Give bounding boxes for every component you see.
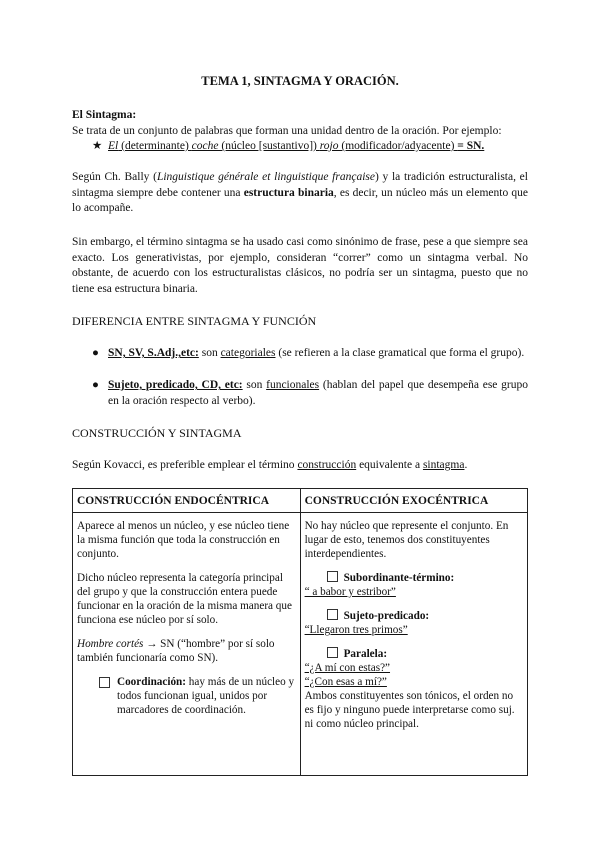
diferencia-heading: DIFERENCIA ENTRE SINTAGMA Y FUNCIÓN xyxy=(72,314,317,328)
subordinante-item xyxy=(305,571,523,585)
bullet-2-mid: son xyxy=(242,379,267,391)
diferencia-bullet-2 xyxy=(92,378,528,409)
star-icon: ★ xyxy=(92,140,103,152)
bullet-1-mid: son xyxy=(198,347,221,359)
example-sn: = SN. xyxy=(457,140,485,152)
kovacci-paragraph xyxy=(72,458,528,474)
bullet-2-bold: Sujeto, predicado, CD, etc: xyxy=(108,379,243,391)
subordinante-example: “ a babor y estribor” xyxy=(304,586,396,598)
endocentrica-heading: CONSTRUCCIÓN ENDOCÉNTRICA xyxy=(77,495,270,507)
sujeto-predicado-label: Sujeto-predicado: xyxy=(343,610,430,622)
kovacci-term-2: sintagma xyxy=(422,459,465,471)
bally-text-1: Según Ch. Bally ( xyxy=(72,171,157,183)
page-title: TEMA 1, SINTAGMA Y ORACIÓN. xyxy=(201,74,399,88)
bullet-dot-icon: ● xyxy=(92,379,99,391)
table-cell-left xyxy=(73,513,301,776)
sintagma-heading: El Sintagma: xyxy=(72,109,137,121)
subordinante-label: Subordinante-término: xyxy=(343,572,455,584)
bullet-1-underlined: categoriales xyxy=(220,347,276,359)
kovacci-term-1: construcción xyxy=(297,459,357,471)
bullet-1-rest: (se refieren a la clase gramatical que forma el grupo). xyxy=(275,347,525,359)
example-el: El xyxy=(108,140,119,152)
coordinacion-text: hay más de un núcleo y todos funcionan igual, unidos por marcadores de coordinación. xyxy=(117,676,295,716)
coordinacion-label: Coordinación: xyxy=(117,676,186,688)
bullet-dot-icon: ● xyxy=(92,347,99,359)
endo-example xyxy=(77,637,296,665)
endo-paragraph-1: Aparece al menos un núcleo, y ese núcleo tiene la misma función que toda la construcción en conjunto. xyxy=(77,520,290,560)
endo-example-italic: Hombre cortés xyxy=(77,638,144,650)
sujeto-predicado-item xyxy=(305,609,523,623)
sujeto-predicado-example: “Llegaron tres primos” xyxy=(304,624,408,636)
embargo-paragraph: Sin embargo, el término sintagma se ha usado casi como sinónimo de frase, pese a que siempre sea exacto. Los generativistas, por ejemplo, consideran “correr” como un sintagma verbal. No obstante, de acuerdo con los estructuralistas clásicos, no podría ser un sintagma, puesto que no tiene esa estructura binaria. xyxy=(72,236,528,295)
checkbox-icon xyxy=(99,677,110,688)
bally-text-3: , es decir, un núcleo más un elemento que lo acompañe. xyxy=(72,186,528,214)
exo-paragraph-1: No hay núcleo que represente el conjunto. En lugar de esto, tenemos dos constituyentes interdependientes. xyxy=(304,520,509,560)
bally-text-2: ) y la tradición estructuralista, el sintagma siempre debe contener una xyxy=(72,171,528,199)
example-det: (determinante) xyxy=(118,140,192,152)
checkbox-icon xyxy=(327,647,338,658)
example-nucleo: (núcleo [sustantivo]) xyxy=(218,140,320,152)
table-cell-right xyxy=(300,513,527,776)
bally-bold: estructura binaria xyxy=(243,186,334,199)
paralela-example-1: “¿A mí con estas?” xyxy=(304,662,391,674)
paralela-item xyxy=(305,647,523,661)
kovacci-text-2: equivalente a xyxy=(356,459,423,471)
sintagma-section xyxy=(72,108,528,139)
checkbox-icon xyxy=(327,609,338,620)
kovacci-text-1: Según Kovacci, es preferible emplear el término xyxy=(72,459,298,471)
checkbox-icon xyxy=(327,571,338,582)
example-rojo: rojo xyxy=(319,140,339,152)
paralela-text: Ambos constituyentes son tónicos, el orden no es fijo y ninguno puede interpretarse como suj. ni como núcleo principal. xyxy=(304,690,515,730)
construction-table xyxy=(72,488,528,776)
diferencia-bullet-1 xyxy=(92,346,528,362)
coordinacion-item xyxy=(77,675,296,717)
sintagma-example xyxy=(92,139,528,155)
kovacci-text-3: . xyxy=(464,459,468,471)
bullet-1-bold: SN, SV, S.Adj.,etc: xyxy=(108,347,199,359)
table-head-right xyxy=(300,489,527,513)
sintagma-intro: Se trata de un conjunto de palabras que forman una unidad dentro de la oración. Por ejemplo: xyxy=(72,124,502,137)
paralela-label: Paralela: xyxy=(343,648,388,660)
exocentrica-heading: CONSTRUCCIÓN EXOCÉNTRICA xyxy=(304,495,489,507)
construccion-heading: CONSTRUCCIÓN Y SINTAGMA xyxy=(72,426,242,440)
bally-paragraph xyxy=(72,170,528,217)
table-head-left xyxy=(73,489,301,513)
bally-book-title: Linguistique générale et linguistique française xyxy=(156,171,375,183)
bullet-2-underlined: funcionales xyxy=(266,379,320,391)
bullet-2-rest: (hablan del papel que desempeña ese grupo en la oración respecto al verbo). xyxy=(108,379,528,407)
example-mod: (modificador/adyacente) xyxy=(338,140,458,152)
endo-example-rest: → SN (“hombre” por sí solo también funcionaría como SN). xyxy=(77,638,275,664)
example-coche: coche xyxy=(191,140,219,152)
paralela-example-2: “¿Con esas a mí?” xyxy=(304,676,387,688)
endo-paragraph-2: Dicho núcleo representa la categoría principal del grupo y que la construcción entera puede funcionar en la oración de la misma manera que funciona ese núcleo por sí solo. xyxy=(77,572,292,626)
